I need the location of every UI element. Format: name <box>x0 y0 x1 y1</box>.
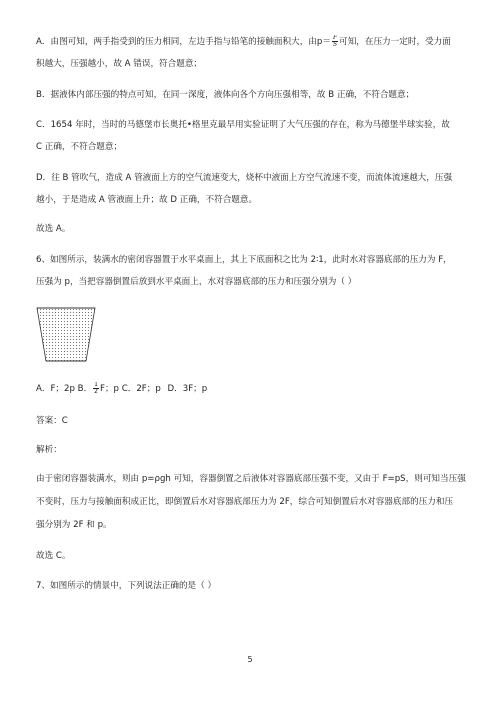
fraction-one-half: $\frac{1}{2}$ <box>94 382 98 395</box>
analysis-line-3: 强分别为 2F 和 p。 <box>36 520 112 530</box>
option-a-explanation-line-2: 积越大，压强越小，故 A 错误，符合题意； <box>36 59 203 69</box>
option-a: A．F；2p <box>36 384 75 394</box>
option-c: C．2F；p <box>121 384 161 394</box>
option-d: D．3F；p <box>167 384 208 394</box>
question-7-line: 7、如图所示的情景中，下列说法正确的是（ ） <box>36 581 217 591</box>
option-b-explanation: B．据液体内部压强的特点可知，在同一深度，液体向各个方向压强相等，故 B 正确，不符合题意； <box>36 90 415 100</box>
option-d-explanation-line-1: D．往 B 管吹气，造成 A 管液面上方的空气流速变大，烧杯中液面上方空气流速不变，而流体流速越大，压强 <box>36 173 453 183</box>
question-6-line-1: 6、如图所示，装满水的密闭容器置于水平桌面上，其上下底面积之比为 2∶1，此时水对容器底部的压力为 F， <box>36 255 452 265</box>
option-c-explanation-line-1: C．1654 年时，当时的马德堡市长奥托•格里克最早用实验证明了大气压强的存在，称为马德堡半球实验，故 <box>36 120 450 130</box>
option-d-explanation-line-2: 越小，于是造成 A 管液面上升；故 D 正确，不符合题意。 <box>36 195 258 205</box>
option-b: B． $\frac{1}{2}$ F；p <box>77 382 119 395</box>
option-c-explanation-line-2: C 正确，不符合题意； <box>36 142 123 152</box>
question-6-options <box>36 382 468 395</box>
question-6-conclusion: 故选 C。 <box>36 551 71 561</box>
question-5-conclusion: 故选 A。 <box>36 224 71 234</box>
analysis-line-1: 由于密闭容器装满水，则由 p=ρgh 可知，容器倒置之后液体对容器底部压强不变，又由于 F=pS，则可知当压强 <box>36 474 466 484</box>
page-number: 5 <box>247 655 253 664</box>
fraction-f-over-s: $\frac{F}{S}$ <box>332 35 338 48</box>
answer-line: 答案：C <box>36 416 68 426</box>
question-6-line-2: 压强为 p，当把容器倒置后放到水平桌面上，水对容器底部的压力和压强分别为（ ） <box>36 277 357 287</box>
analysis-heading: 解析： <box>36 445 62 455</box>
water-container-figure <box>36 302 96 364</box>
analysis-line-2: 不变时，压力与接触面积成正比，即倒置后水对容器底部压力为 2F，综合可知倒置后水对容器底部的压力和压 <box>36 497 454 507</box>
option-a-explanation-line-1: A．由图可知，两手指受到的压力相同，左边手指与铅笔的接触面积大，由p＝ $\frac{F}{S}$ 可知，在压力一定时，受力面 <box>36 35 451 48</box>
